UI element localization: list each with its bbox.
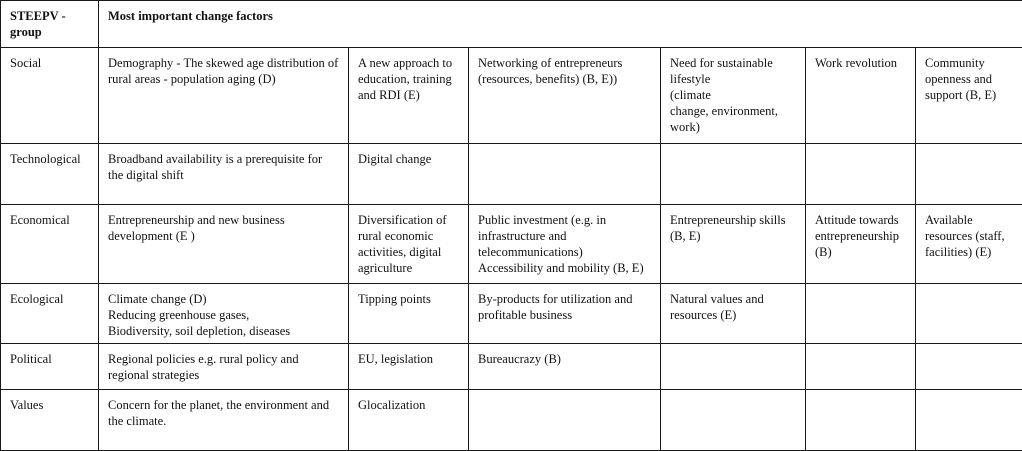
table-row bbox=[1, 144, 1022, 205]
factor-cell bbox=[661, 390, 806, 451]
header-row bbox=[1, 1, 1022, 48]
factor-cell: Attitude towards entrepreneurship (B) bbox=[806, 205, 916, 284]
factor-cell bbox=[806, 284, 916, 344]
table-row bbox=[1, 284, 1022, 344]
header-group: STEEPV - group bbox=[1, 1, 99, 48]
factor-cell: EU, legislation bbox=[349, 344, 469, 390]
factor-cell: Regional policies e.g. rural policy and regional strategies bbox=[99, 344, 349, 390]
factor-cell: Tipping points bbox=[349, 284, 469, 344]
factor-cell: Public investment (e.g. in infrastructure and telecommunications) Accessibility and mobility (B, E) bbox=[469, 205, 661, 284]
factor-cell bbox=[806, 390, 916, 451]
factor-cell bbox=[469, 390, 661, 451]
table-row bbox=[1, 390, 1022, 451]
factor-cell: Concern for the planet, the environment and the climate. bbox=[99, 390, 349, 451]
row-group-label: Political bbox=[1, 344, 99, 390]
factor-cell: Glocalization bbox=[349, 390, 469, 451]
factor-cell: Climate change (D) Reducing greenhouse gases, Biodiversity, soil depletion, diseases bbox=[99, 284, 349, 344]
factor-cell bbox=[661, 144, 806, 205]
factor-cell bbox=[916, 344, 1022, 390]
factor-cell: Entrepreneurship skills (B, E) bbox=[661, 205, 806, 284]
row-group-label: Values bbox=[1, 390, 99, 451]
factor-cell: A new approach to education, training and RDI (E) bbox=[349, 48, 469, 144]
factor-cell: Diversification of rural economic activities, digital agriculture bbox=[349, 205, 469, 284]
table-row bbox=[1, 48, 1022, 144]
factor-cell: Work revolution bbox=[806, 48, 916, 144]
factor-cell: Networking of entrepreneurs (resources, benefits) (B, E)) bbox=[469, 48, 661, 144]
factor-cell bbox=[916, 390, 1022, 451]
factor-cell bbox=[916, 284, 1022, 344]
factor-cell: Digital change bbox=[349, 144, 469, 205]
factor-cell bbox=[806, 344, 916, 390]
table-row bbox=[1, 205, 1022, 284]
factor-cell bbox=[469, 144, 661, 205]
factor-cell bbox=[661, 344, 806, 390]
factor-cell bbox=[916, 144, 1022, 205]
factor-cell bbox=[806, 144, 916, 205]
factor-cell: Demography - The skewed age distribution of rural areas - population aging (D) bbox=[99, 48, 349, 144]
row-group-label: Social bbox=[1, 48, 99, 144]
factor-cell: By-products for utilization and profitable business bbox=[469, 284, 661, 344]
factor-cell: Entrepreneurship and new business development (E ) bbox=[99, 205, 349, 284]
header-factors: Most important change factors bbox=[99, 1, 1022, 48]
row-group-label: Technological bbox=[1, 144, 99, 205]
factor-cell: Bureaucrazy (B) bbox=[469, 344, 661, 390]
table-row bbox=[1, 344, 1022, 390]
row-group-label: Ecological bbox=[1, 284, 99, 344]
row-group-label: Economical bbox=[1, 205, 99, 284]
factor-cell: Available resources (staff, facilities) (E) bbox=[916, 205, 1022, 284]
factor-cell: Community openness and support (B, E) bbox=[916, 48, 1022, 144]
factor-cell: Broadband availability is a prerequisite for the digital shift bbox=[99, 144, 349, 205]
factor-cell: Need for sustainable lifestyle (climate change, environment, work) bbox=[661, 48, 806, 144]
factor-cell: Natural values and resources (E) bbox=[661, 284, 806, 344]
